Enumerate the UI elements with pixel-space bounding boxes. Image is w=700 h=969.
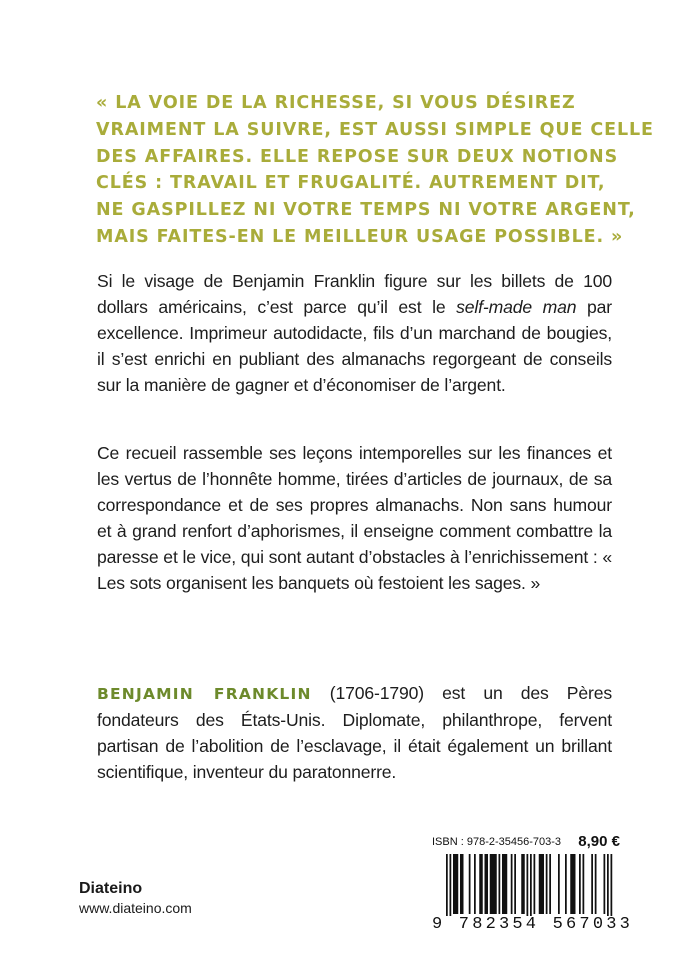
quote-line: DES AFFAIRES. ELLE REPOSE SUR DEUX NOTIONS <box>96 146 619 167</box>
barcode-bar <box>530 854 532 916</box>
barcode-bar <box>579 854 581 914</box>
publisher-url: www.diateino.com <box>79 900 192 916</box>
pull-quote <box>96 90 654 251</box>
description-paragraph-1 <box>97 268 612 398</box>
quote-line: CLÉS : TRAVAIL ET FRUGALITÉ. AUTREMENT DIT, <box>96 173 606 194</box>
barcode-bar <box>595 854 597 914</box>
isbn-label: ISBN : 978-2-35456-703-3 <box>432 836 562 848</box>
barcode-bar <box>450 854 452 916</box>
barcode-bar <box>446 854 448 916</box>
author-bio <box>97 680 612 785</box>
quote-line: « LA VOIE DE LA RICHESSE, SI VOUS DÉSIREZ <box>96 93 576 113</box>
publisher-block <box>79 879 192 917</box>
isbn-line <box>432 832 622 852</box>
barcode-bar <box>583 854 585 914</box>
barcode-bar <box>479 854 483 914</box>
barcode-bar <box>502 854 507 914</box>
barcode-bar <box>527 854 529 916</box>
barcode-bar <box>534 854 536 914</box>
barcode-digits: 9 782354 567033 <box>432 915 634 934</box>
barcode-bar <box>604 854 606 914</box>
barcode-bar <box>565 854 567 914</box>
barcode-bar <box>460 854 464 914</box>
barcode-bar <box>549 854 551 914</box>
quote-line: MAIS FAITES-EN LE MEILLEUR USAGE POSSIBLE. » <box>96 226 624 247</box>
barcode-bar <box>514 854 516 914</box>
barcode-bar <box>469 854 471 914</box>
barcode-bar <box>611 854 613 916</box>
barcode-bar <box>499 854 501 914</box>
price: 8,90 € <box>578 833 620 850</box>
author-bio-text: (1706-1790) est un des Pères fondateurs des États-Unis. Diplomate, philanthrope, fervent partisan de l’abolition de l’esclavage, il était également un brillant scientifique, inventeur du paratonnerre. <box>97 683 613 782</box>
barcode-block <box>432 832 634 947</box>
author-name: BENJAMIN FRANKLIN <box>97 685 312 703</box>
barcode-bar <box>546 854 548 914</box>
barcode-icon <box>432 852 622 916</box>
para1-text-end: par excellence. Imprimeur autodidacte, fils d’un marchand de bougies, il s’est enrichi en publiant des almanachs regorgeant de conseils sur la manière de gagner et d’économiser de l’argent. <box>97 297 612 395</box>
barcode-bar <box>558 854 560 914</box>
publisher-name: Diateino <box>79 880 143 897</box>
quote-line: VRAIMENT LA SUIVRE, EST AUSSI SIMPLE QUE CELLE <box>96 119 654 140</box>
barcode-bar <box>474 854 476 914</box>
barcode-bar <box>570 854 575 914</box>
barcode-bar <box>539 854 544 914</box>
barcode-bar <box>607 854 609 916</box>
description-paragraph-2: Ce recueil rassemble ses leçons intemporelles sur les finances et les vertus de l’honnête homme, tirées d’articles de journaux, de sa correspondance et de ses propres almanachs. Non sans humour et à grand renfort d’aphorismes, il enseigne comment combattre la paresse et le vice, qui sont autant d’obstacles à l’enrichissement : « Les sots organisent les banquets où festoient les sages. » <box>97 443 612 593</box>
barcode-bar <box>490 854 497 914</box>
barcode-bar <box>521 854 525 914</box>
barcode-bar <box>591 854 593 914</box>
para1-text-start: Si le visage de Benjamin Franklin figure sur les billets de 100 dollars américains, c’est parce qu’il est le <box>97 271 612 317</box>
barcode-bar <box>511 854 513 914</box>
barcode-bar <box>485 854 489 914</box>
barcode-bar <box>453 854 458 914</box>
quote-line: NE GASPILLEZ NI VOTRE TEMPS NI VOTRE ARGENT, <box>96 200 636 221</box>
para1-italic-term: self-made man <box>456 297 577 317</box>
